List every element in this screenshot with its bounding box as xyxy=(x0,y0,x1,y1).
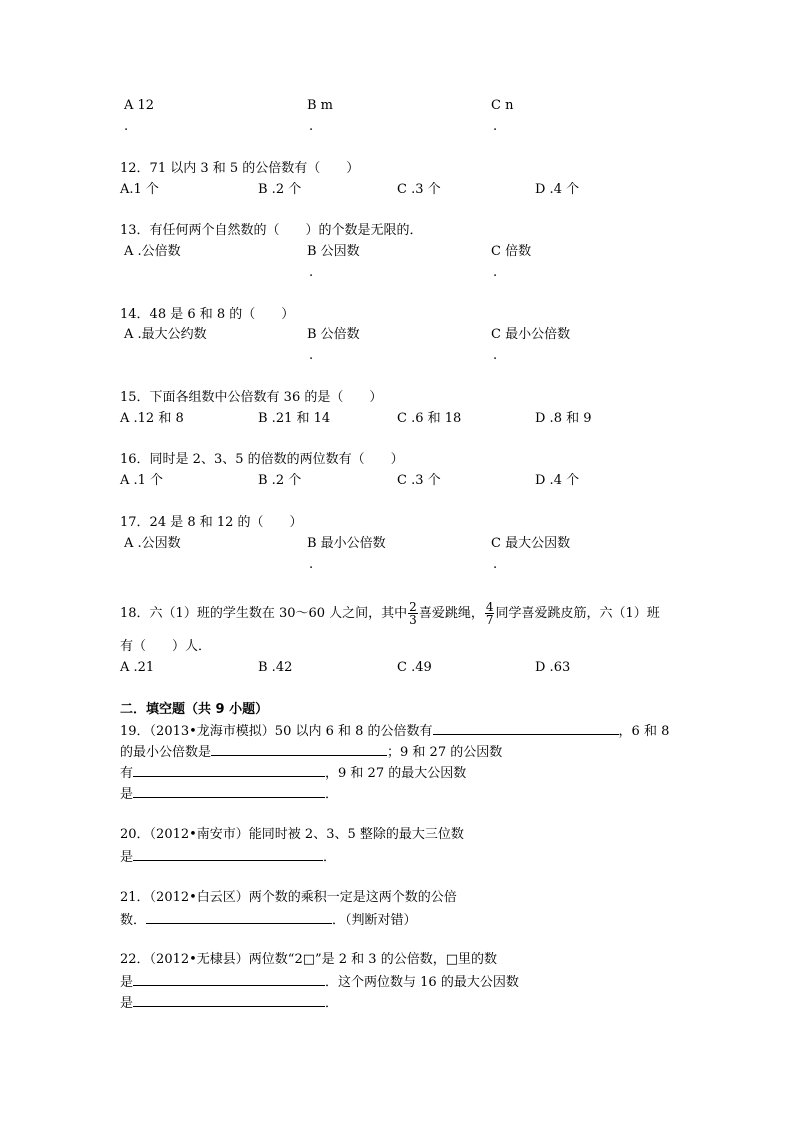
q18-fraction-two-thirds xyxy=(408,601,418,626)
q11-option-b-dot: . xyxy=(309,119,314,134)
q12-option-a: A.1 个 xyxy=(120,182,159,197)
q21-line2 xyxy=(120,911,417,929)
q19-blank-lcm[interactable] xyxy=(211,743,387,756)
q19-blank-gcf[interactable] xyxy=(133,785,325,798)
q18-stem-part3: 同学喜爱跳皮筋，六（1）班 xyxy=(495,606,660,621)
q18-stem-line1 xyxy=(120,600,660,628)
q16-option-a: A .1 个 xyxy=(120,473,164,488)
q18-stem-part2: 喜爱跳绳， xyxy=(418,606,484,621)
q19-text-4a: 是 xyxy=(120,787,134,802)
q13-option-b-dot: . xyxy=(309,265,314,280)
q18-frac1-numerator: 2 xyxy=(409,600,417,614)
q19-text-1b: ，6 和 8 xyxy=(618,724,670,739)
q21-line1: 21．（2012•白云区）两个数的乘积一定是这两个数的公倍 xyxy=(120,890,457,905)
q16-option-b: B .2 个 xyxy=(258,473,302,488)
q22-line3 xyxy=(120,994,338,1012)
q11-option-a: A 12 xyxy=(124,98,155,113)
q18-option-b: B .42 xyxy=(258,660,293,675)
q11-option-b: B m xyxy=(307,98,334,113)
q20-text-2b: ． xyxy=(323,850,337,865)
q22-blank-digit[interactable] xyxy=(133,973,325,986)
q11-option-c-dot: . xyxy=(493,119,498,134)
q22-text-2a: 是 xyxy=(120,975,134,990)
q12-option-b: B .2 个 xyxy=(258,182,302,197)
q19-text-4b: ． xyxy=(325,787,339,802)
q19-text-2b: ；9 和 27 的公因数 xyxy=(387,745,503,760)
q13-option-c: C 倍数 xyxy=(491,244,532,259)
q17-option-a: A .公因数 xyxy=(124,536,181,551)
q16-stem: 16．同时是 2、3、5 的倍数的两位数有（ ） xyxy=(120,452,404,467)
q17-stem: 17．24 是 8 和 12 的（ ） xyxy=(120,515,303,530)
q18-frac2-numerator: 4 xyxy=(485,600,494,614)
q13-option-a: A .公倍数 xyxy=(124,244,181,259)
q17-option-b: B 最小公倍数 xyxy=(307,536,386,551)
q19-blank-common-factors[interactable] xyxy=(133,764,325,777)
q20-line2 xyxy=(120,848,336,866)
q19-text-3b: ，9 和 27 的最大公因数 xyxy=(325,766,467,781)
section-heading-fill-in: 二．填空题（共 9 小题） xyxy=(120,702,269,717)
q15-stem: 15．下面各组数中公倍数有 36 的是（ ） xyxy=(120,390,383,405)
q13-stem: 13．有任何两个自然数的（ ）的个数是无限的． xyxy=(120,223,423,238)
q21-blank-answer[interactable] xyxy=(146,911,332,924)
q22-text-3a: 是 xyxy=(120,996,134,1011)
q18-frac1-denominator: 3 xyxy=(409,613,417,627)
q14-stem: 14．48 是 6 和 8 的（ ） xyxy=(120,307,295,322)
q18-fraction-four-sevenths xyxy=(485,601,495,626)
q19-text-3a: 有 xyxy=(120,766,134,781)
q19-line3 xyxy=(120,764,466,782)
q19-line4 xyxy=(120,785,338,803)
q18-option-a: A .21 xyxy=(120,660,155,675)
q18-frac2-denominator: 7 xyxy=(485,613,494,627)
q22-line2 xyxy=(120,973,519,991)
q14-option-b-dot: . xyxy=(309,348,314,363)
q17-option-c: C 最大公因数 xyxy=(491,536,571,551)
q19-text-1a: 19．（2013•龙海市模拟）50 以内 6 和 8 的公倍数有 xyxy=(120,724,433,739)
q18-option-d: D .63 xyxy=(535,660,571,675)
q11-option-c: C n xyxy=(491,98,514,113)
q19-text-2a: 的最小公倍数是 xyxy=(120,745,212,760)
q19-blank-common-multiples[interactable] xyxy=(433,722,619,735)
q21-text-2b: ．（判断对错） xyxy=(332,913,417,928)
q18-stem-line2: 有（ ）人． xyxy=(120,639,212,654)
q16-option-c: C .3 个 xyxy=(397,473,441,488)
q14-option-c-dot: . xyxy=(493,348,498,363)
q16-option-d: D .4 个 xyxy=(535,473,580,488)
q14-option-b: B 公倍数 xyxy=(307,327,360,342)
q12-option-c: C .3 个 xyxy=(397,182,441,197)
q18-stem-part1: 18．六（1）班的学生数在 30～60 人之间，其中 xyxy=(120,606,408,621)
q13-option-b: B 公因数 xyxy=(307,244,360,259)
q19-line2 xyxy=(120,743,502,761)
q15-option-a: A .12 和 8 xyxy=(120,411,184,426)
q12-stem: 12．71 以内 3 和 5 的公倍数有（ ） xyxy=(120,161,360,176)
q20-text-2a: 是 xyxy=(120,850,134,865)
q20-blank-answer[interactable] xyxy=(133,848,323,861)
q14-option-a: A .最大公约数 xyxy=(124,327,207,342)
q22-text-2b: ．这个两位数与 16 的最大公因数 xyxy=(325,975,519,990)
q19-line1 xyxy=(120,722,669,740)
q13-option-c-dot: . xyxy=(493,265,498,280)
q14-option-c: C 最小公倍数 xyxy=(491,327,571,342)
q17-option-c-dot: . xyxy=(493,557,498,572)
q17-option-b-dot: . xyxy=(309,557,314,572)
q21-text-2a: 数． xyxy=(120,913,147,928)
q15-option-b: B .21 和 14 xyxy=(258,411,331,426)
q22-line1: 22．（2012•无棣县）两位数“2□”是 2 和 3 的公倍数，□里的数 xyxy=(120,952,497,967)
q22-text-3b: ． xyxy=(325,996,339,1011)
q18-option-c: C .49 xyxy=(397,660,432,675)
q11-option-a-dot: . xyxy=(124,119,129,134)
q15-option-d: D .8 和 9 xyxy=(535,411,592,426)
q20-line1: 20．（2012•南安市）能同时被 2、3、5 整除的最大三位数 xyxy=(120,827,464,842)
q22-blank-gcf[interactable] xyxy=(133,994,325,1007)
q12-option-d: D .4 个 xyxy=(535,182,580,197)
q15-option-c: C .6 和 18 xyxy=(397,411,462,426)
